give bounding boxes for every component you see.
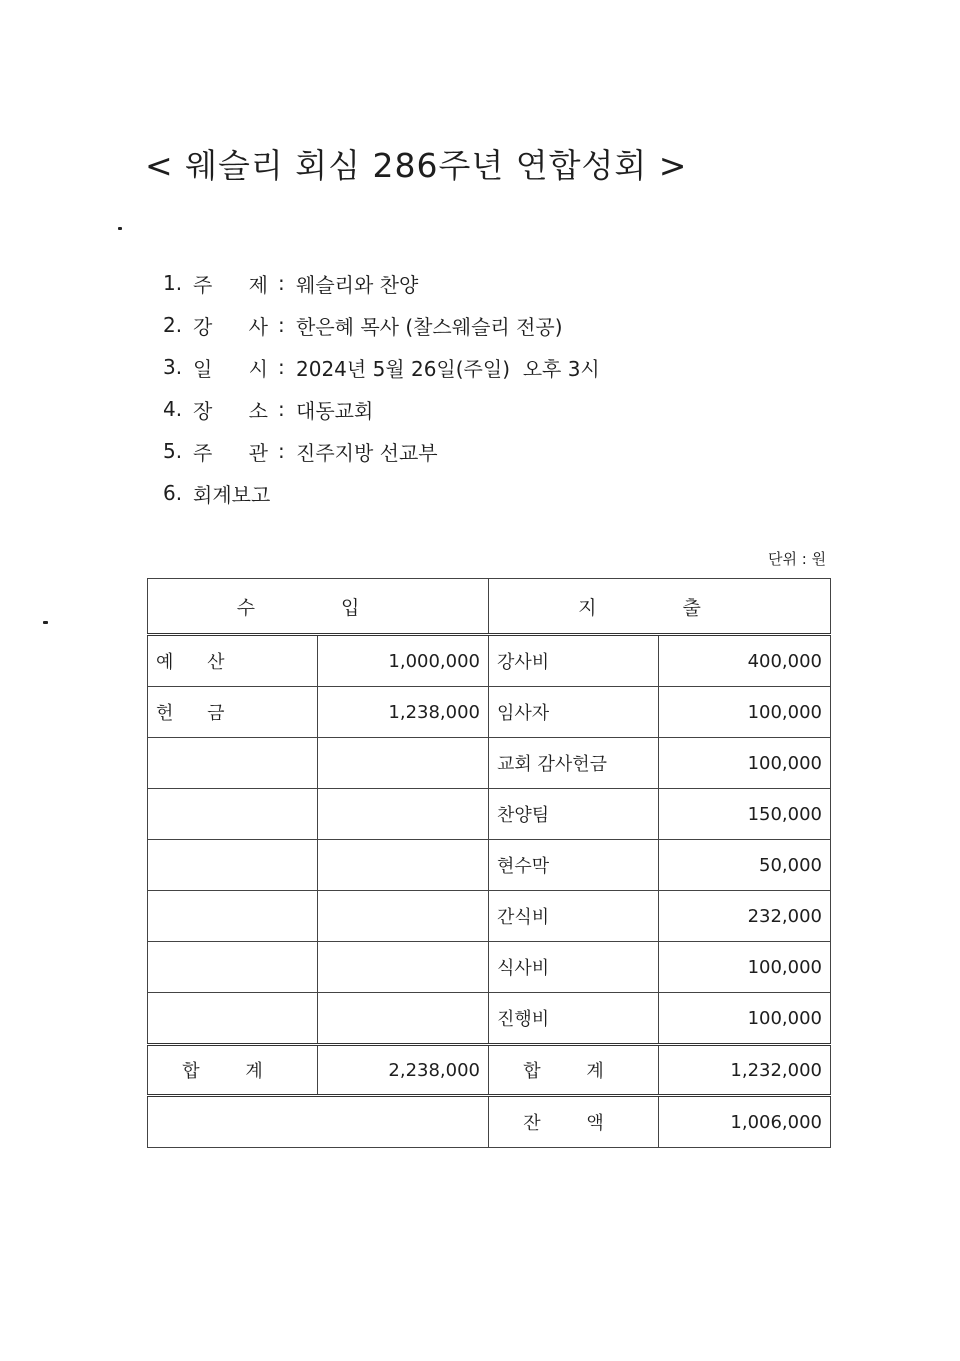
table-row: [148, 942, 831, 993]
income-label: [148, 993, 318, 1045]
income-amount: [318, 840, 489, 891]
expense-amount: 400,000: [659, 635, 831, 687]
unit-label: 단위 : 원: [768, 550, 827, 568]
info-value: 대동교회: [296, 398, 374, 423]
expense-total-amount: 1,232,000: [659, 1045, 831, 1096]
table-row: [148, 687, 831, 738]
info-number: 4.: [163, 397, 183, 421]
info-item-organizer: [163, 430, 600, 472]
balance-row: [148, 1096, 831, 1148]
table-row: [148, 993, 831, 1045]
expense-label: 교회 감사헌금: [489, 738, 659, 789]
balance-empty-cell: [148, 1096, 489, 1148]
info-number: 2.: [163, 313, 183, 337]
document-title: < 웨슬리 회심 286주년 연합성회 >: [145, 146, 688, 185]
income-total-label: 합 계: [148, 1045, 318, 1096]
expense-amount: 50,000: [659, 840, 831, 891]
table-row: [148, 738, 831, 789]
info-label: 주 제: [193, 272, 268, 297]
income-amount: [318, 789, 489, 840]
income-amount: 1,238,000: [318, 687, 489, 738]
expense-amount: 100,000: [659, 942, 831, 993]
info-item-datetime: [163, 346, 600, 388]
info-number: 5.: [163, 439, 183, 463]
expense-label: 강사비: [489, 635, 659, 687]
info-item-topic: [163, 262, 600, 304]
table-row: [148, 789, 831, 840]
info-colon: :: [278, 355, 285, 379]
expense-total-label: 합 계: [489, 1045, 659, 1096]
info-colon: :: [278, 397, 285, 421]
info-colon: :: [278, 271, 285, 295]
info-item-report: [163, 472, 600, 514]
info-value: 2024년 5월 26일(주일) 오후 3시: [296, 356, 600, 381]
income-amount: [318, 891, 489, 942]
expense-label: 식사비: [489, 942, 659, 993]
expense-label: 진행비: [489, 993, 659, 1045]
table-row: [148, 635, 831, 687]
table-header-row: [148, 579, 831, 635]
info-number: 1.: [163, 271, 183, 295]
income-label: 예 산: [148, 635, 318, 687]
expense-amount: 100,000: [659, 738, 831, 789]
income-label: [148, 840, 318, 891]
info-label: 장 소: [193, 398, 268, 423]
income-amount: [318, 738, 489, 789]
balance-amount: 1,006,000: [659, 1096, 831, 1148]
info-colon: :: [278, 439, 285, 463]
expense-label: 임사자: [489, 687, 659, 738]
table-row: [148, 840, 831, 891]
info-item-speaker: [163, 304, 600, 346]
expense-label: 간식비: [489, 891, 659, 942]
info-label: 회계보고: [193, 482, 271, 507]
total-row: [148, 1045, 831, 1096]
table-row: [148, 891, 831, 942]
expense-amount: 232,000: [659, 891, 831, 942]
expense-header: 지 출: [489, 579, 831, 635]
info-label: 일 시: [193, 356, 268, 381]
income-label: [148, 891, 318, 942]
info-label: 강 사: [193, 314, 268, 339]
info-number: 3.: [163, 355, 183, 379]
expense-amount: 100,000: [659, 993, 831, 1045]
info-item-venue: [163, 388, 600, 430]
income-amount: 1,000,000: [318, 635, 489, 687]
info-number: 6.: [163, 481, 183, 505]
income-label: 헌 금: [148, 687, 318, 738]
info-label: 주 관: [193, 440, 268, 465]
accounting-table: [147, 578, 831, 1148]
income-label: [148, 789, 318, 840]
income-amount: [318, 942, 489, 993]
expense-label: 찬양팀: [489, 789, 659, 840]
balance-label: 잔 액: [489, 1096, 659, 1148]
income-label: [148, 738, 318, 789]
info-value: 한은혜 목사 (찰스웨슬리 전공): [296, 314, 563, 339]
expense-amount: 100,000: [659, 687, 831, 738]
scan-speck: [43, 621, 48, 624]
income-total-amount: 2,238,000: [318, 1045, 489, 1096]
income-label: [148, 942, 318, 993]
scan-speck: [118, 227, 122, 230]
info-value: 진주지방 선교부: [296, 440, 438, 465]
event-info-list: [163, 262, 600, 514]
income-header: 수 입: [148, 579, 489, 635]
expense-amount: 150,000: [659, 789, 831, 840]
expense-label: 현수막: [489, 840, 659, 891]
info-value: 웨슬리와 찬양: [296, 272, 419, 297]
income-amount: [318, 993, 489, 1045]
info-colon: :: [278, 313, 285, 337]
